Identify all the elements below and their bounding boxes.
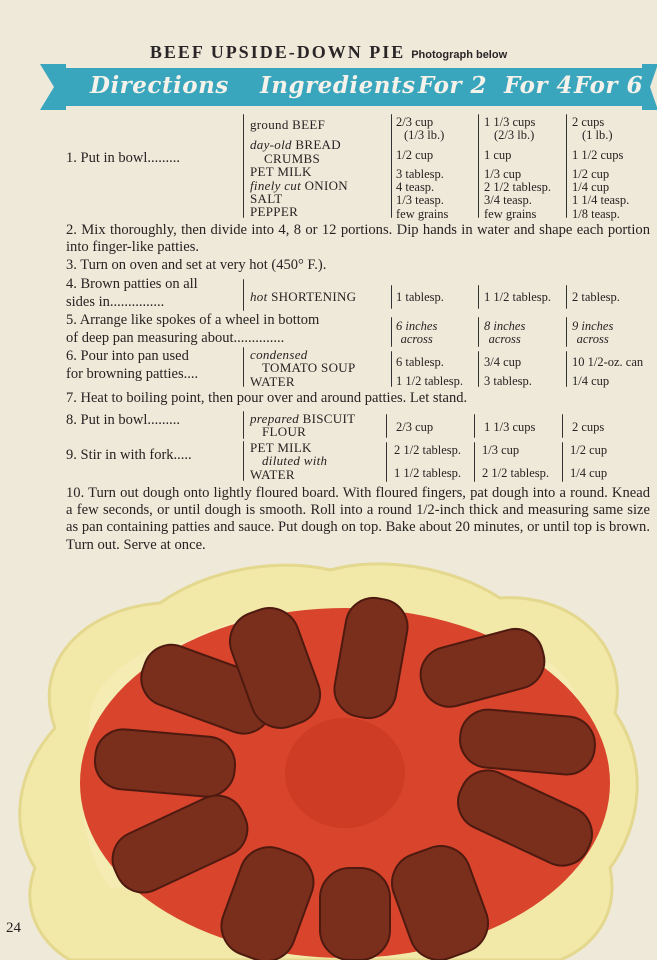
step-1-for6-brace — [566, 114, 567, 218]
step-5-for6-brace — [566, 317, 567, 347]
step-4-for4-brace — [478, 285, 479, 309]
title-text: BEEF UPSIDE-DOWN PIE — [149, 42, 406, 62]
step-1-for2: 2/3 cup (1/3 lb.) 1/2 cup 3 tablesp. 4 teasp. 1/3 teasp. few grains — [396, 115, 449, 221]
step-1-for6: 2 cups (1 lb.) 1 1/2 cups 1/2 cup 1/4 cup 1 1/4 teasp. 1/8 teasp. — [572, 115, 630, 221]
step-8-for2-brace — [386, 414, 387, 438]
step-4-for2: 1 tablesp. — [396, 290, 444, 304]
step-5-for4: 8 inches across — [484, 319, 526, 347]
step-8-for6: 2 cups — [572, 420, 605, 434]
step-1-brace — [243, 114, 244, 218]
step-6-for4: 3/4 cup 3 tablesp. — [484, 355, 532, 389]
patty — [458, 707, 598, 777]
step-6-text: 6. Pour into pan used for browning patties.... — [66, 348, 199, 382]
header-directions: Directions — [90, 72, 229, 99]
step-4-for2-brace — [391, 285, 392, 309]
step-9-for4: 1/3 cup 2 1/2 tablesp. — [482, 443, 550, 481]
step-9-for2: 2 1/2 tablesp. 1 1/2 tablesp. — [394, 443, 462, 481]
step-1-text: 1. Put in bowl......... — [66, 150, 180, 166]
step-6-for6: 10 1/2-oz. can 1/4 cup — [572, 355, 644, 389]
column-header-banner — [66, 68, 650, 106]
header-ingredients: Ingredients — [260, 72, 416, 99]
step-9-text: 9. Stir in with fork..... — [66, 447, 192, 463]
step-9-brace — [243, 441, 244, 481]
step-4-for6-brace — [566, 285, 567, 309]
step-4-text: 4. Brown patties on all sides in............... — [66, 276, 198, 310]
step-1-for4-brace — [478, 114, 479, 218]
step-7-text: 7. Heat to boiling point, then pour over and around patties. Let stand. — [66, 390, 468, 406]
step-9-for6-brace — [562, 442, 563, 482]
step-8-for6-brace — [562, 414, 563, 438]
step-1-for4: 1 1/3 cups (2/3 lb.) 1 cup 1/3 cup 2 1/2 tablesp. 3/4 teasp. few grains — [484, 115, 552, 221]
step-1-ingredients: ground BEEF day-old BREAD CRUMBS PET MILK finely cut ONION SALT PEPPER — [250, 117, 348, 220]
title-note: Photograph below — [411, 49, 508, 61]
step-10-text: 10. Turn out dough onto lightly floured board. With floured fingers, pat dough into a round. Knead a few seconds, or until dough is smooth. Roll into a round 1/2-inch thick and measuring same size as pan containing patties and sauce. Put dough on top. Bake about 20 minutes, or until top is brown. Turn out. Serve at once. — [66, 485, 650, 553]
patty — [320, 868, 390, 960]
step-8-text: 8. Put in bowl......... — [66, 412, 180, 428]
step-4-brace — [243, 279, 244, 311]
step-5-for4-brace — [478, 317, 479, 347]
step-1-for2-brace — [391, 114, 392, 218]
step-6-ingredients: condensed TOMATO SOUP WATER — [250, 347, 356, 389]
step-5-for2-brace — [391, 317, 392, 347]
step-8-for4-brace — [474, 414, 475, 438]
step-5-for6: 9 inches across — [572, 319, 614, 347]
step-2-text: 2. Mix thoroughly, then divide into 4, 8 or 12 portions. Dip hands in water and shape each portion into finger-like patties. — [66, 222, 650, 256]
step-4-for4: 1 1/2 tablesp. — [484, 290, 552, 304]
step-8-for4: 1 1/3 cups — [484, 420, 536, 434]
step-8-ingredients: prepared BISCUIT FLOUR — [250, 411, 356, 440]
patty — [93, 727, 238, 799]
step-6-brace — [243, 347, 244, 387]
step-5-for2: 6 inches across — [396, 319, 438, 347]
step-9-for2-brace — [386, 442, 387, 482]
header-for-6: For 6 — [574, 72, 644, 99]
step-9-for6: 1/2 cup 1/4 cup — [570, 443, 608, 481]
header-for-4: For 4 — [504, 72, 574, 99]
step-3-text: 3. Turn on oven and set at very hot (450° F.). — [66, 257, 327, 273]
header-for-2: For 2 — [418, 72, 488, 99]
step-6-for6-brace — [566, 351, 567, 387]
step-4-for6: 2 tablesp. — [572, 290, 620, 304]
step-8-brace — [243, 411, 244, 439]
step-5-text: 5. Arrange like spokes of a wheel in bottom of deep pan measuring about.............. — [66, 312, 320, 346]
step-4-ingredient: hot SHORTENING — [250, 289, 357, 304]
step-9-ingredients: PET MILK diluted with WATER — [250, 440, 328, 482]
step-6-for2-brace — [391, 351, 392, 387]
recipe-title — [0, 42, 657, 63]
step-6-for4-brace — [478, 351, 479, 387]
pie-photo — [0, 548, 657, 960]
sauce-center — [285, 718, 405, 828]
step-6-for2: 6 tablesp. 1 1/2 tablesp. — [396, 355, 464, 389]
page-number: 24 — [6, 920, 21, 936]
step-9-for4-brace — [474, 442, 475, 482]
step-8-for2: 2/3 cup — [396, 420, 434, 434]
